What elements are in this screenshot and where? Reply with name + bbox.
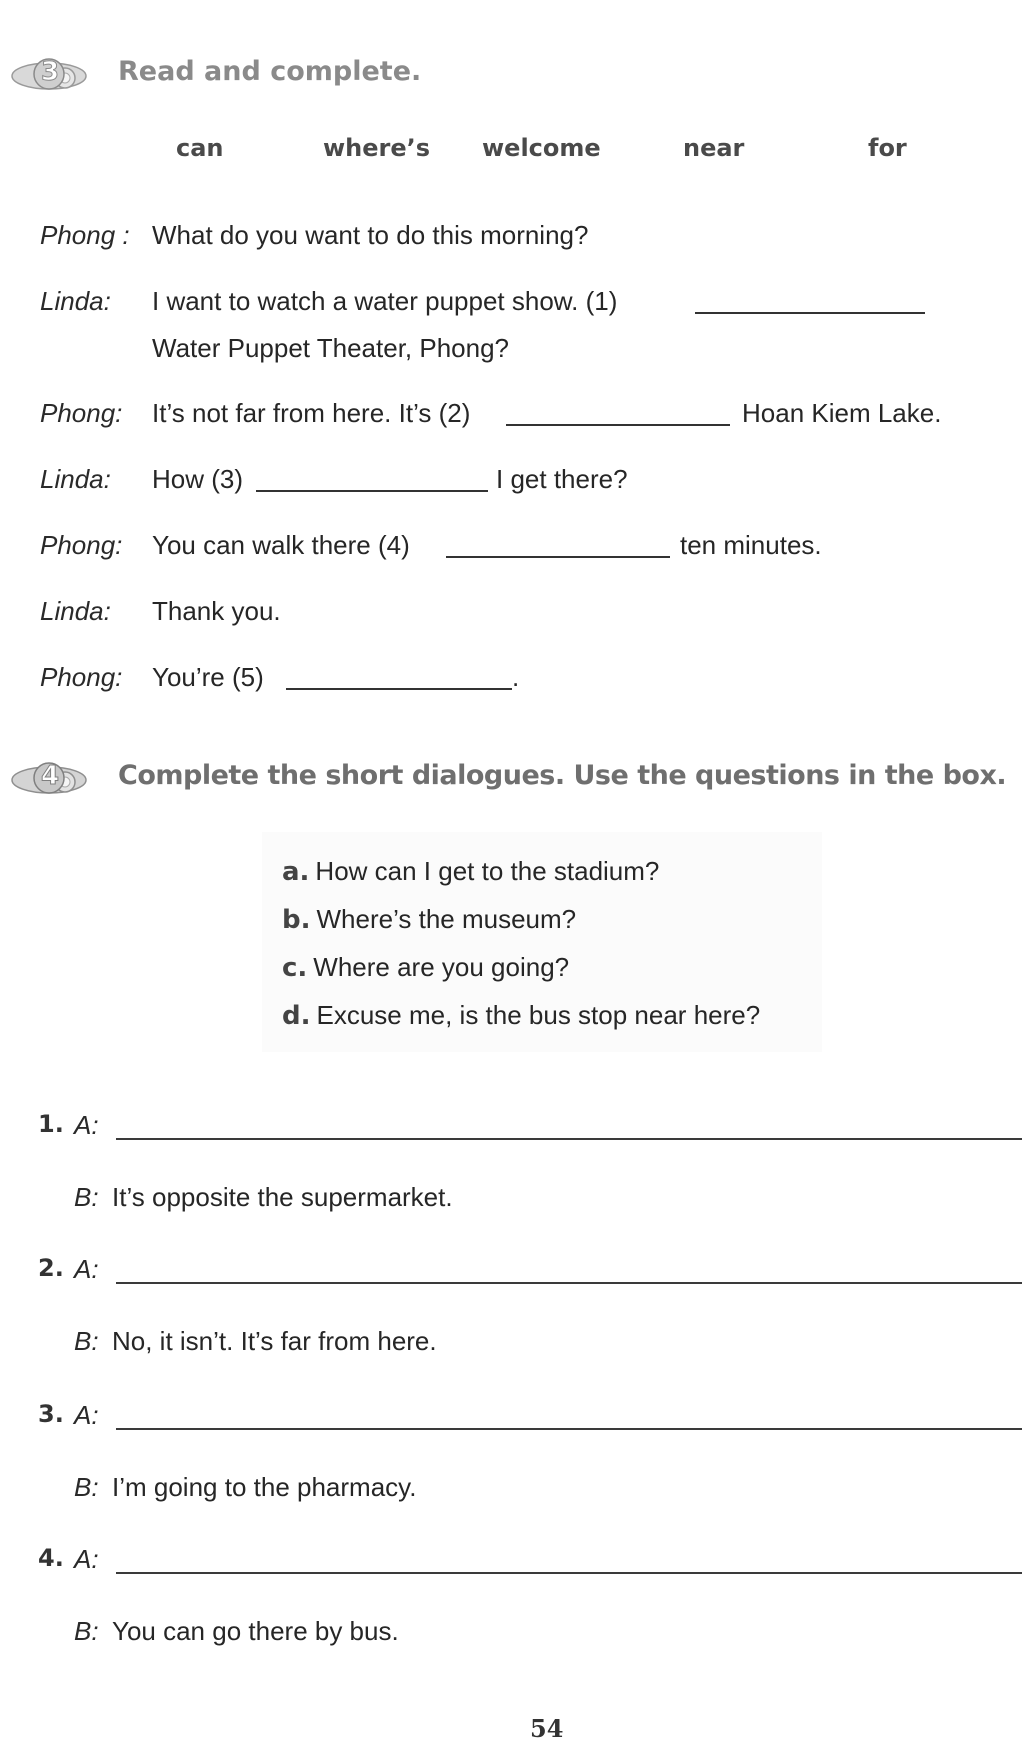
answer-line-2[interactable] [116, 1282, 1022, 1284]
item-number: 4. [38, 1544, 64, 1572]
answer-blank-2[interactable] [506, 424, 730, 426]
speaker-b-label: B: [74, 1616, 99, 1646]
section-4-number: 4 [41, 761, 60, 791]
dialogue-line-end: ten minutes. [680, 530, 822, 560]
speaker-a-label: A: [74, 1110, 99, 1140]
dialogue-line: I want to watch a water puppet show. (1) [152, 286, 618, 316]
item-number: 2. [38, 1254, 64, 1282]
dialogue-line: Thank you. [152, 596, 281, 626]
dialogue-line: You’re (5) [152, 662, 264, 692]
question-text: Where’s the museum? [316, 904, 577, 934]
word-bank-item: where’s [323, 134, 431, 162]
question-text: Where are you going? [313, 952, 570, 982]
speaker-label: Linda: [40, 596, 111, 626]
speaker-a-label: A: [74, 1400, 99, 1430]
box-question [282, 904, 576, 935]
speaker-label: Phong: [40, 398, 123, 428]
answer-line-1[interactable] [116, 1138, 1022, 1140]
answer-blank-5[interactable] [286, 688, 512, 690]
speaker-label: Phong : [40, 220, 130, 250]
question-letter: a. [282, 857, 310, 887]
speaker-b-label: B: [74, 1182, 99, 1212]
dialogue-line-end: I get there? [496, 464, 628, 494]
dialogue-line-end: . [512, 662, 520, 692]
speaker-a-label: A: [74, 1544, 99, 1574]
box-question [282, 856, 659, 887]
answer-blank-4[interactable] [446, 556, 670, 558]
answer-line-4[interactable] [116, 1572, 1022, 1574]
dialogue-line-end: Hoan Kiem Lake. [742, 398, 942, 428]
page-number: 54 [530, 1714, 564, 1743]
word-bank-item: near [683, 134, 745, 162]
speaker-label: Linda: [40, 286, 111, 316]
question-letter: b. [282, 905, 311, 935]
word-bank-item: for [868, 134, 907, 162]
speaker-label: Phong: [40, 662, 123, 692]
answer-line-3[interactable] [116, 1428, 1022, 1430]
question-text: How can I get to the stadium? [315, 856, 660, 886]
section-3-number: 3 [41, 57, 60, 87]
box-question [282, 952, 569, 983]
speaker-a-label: A: [74, 1254, 99, 1284]
section-4-title: Complete the short dialogues. Use the questions in the box. [118, 760, 1007, 791]
dialogue-line: You can walk there (4) [152, 530, 410, 560]
dialogue-line: It’s not far from here. It’s (2) [152, 398, 471, 428]
answer-blank-3[interactable] [256, 490, 488, 492]
speaker-b-label: B: [74, 1472, 99, 1502]
speaker-label: Linda: [40, 464, 111, 494]
speaker-b-reply: It’s opposite the supermarket. [112, 1182, 453, 1212]
item-number: 3. [38, 1400, 64, 1428]
speaker-label: Phong: [40, 530, 123, 560]
speaker-b-label: B: [74, 1326, 99, 1356]
question-letter: c. [282, 953, 308, 983]
word-bank-item: can [176, 134, 224, 162]
box-question [282, 1000, 760, 1031]
question-text: Excuse me, is the bus stop near here? [316, 1000, 761, 1030]
answer-blank-1[interactable] [695, 312, 925, 314]
speaker-b-reply: I’m going to the pharmacy. [112, 1472, 417, 1502]
dialogue-line-continued: Water Puppet Theater, Phong? [152, 333, 510, 363]
speaker-b-reply: You can go there by bus. [112, 1616, 399, 1646]
item-number: 1. [38, 1110, 64, 1138]
dialogue-line: How (3) [152, 464, 244, 494]
question-letter: d. [282, 1001, 311, 1031]
speaker-b-reply: No, it isn’t. It’s far from here. [112, 1326, 437, 1356]
section-3-title: Read and complete. [118, 56, 422, 87]
word-bank-item: welcome [482, 134, 601, 162]
dialogue-line: What do you want to do this morning? [152, 220, 589, 250]
